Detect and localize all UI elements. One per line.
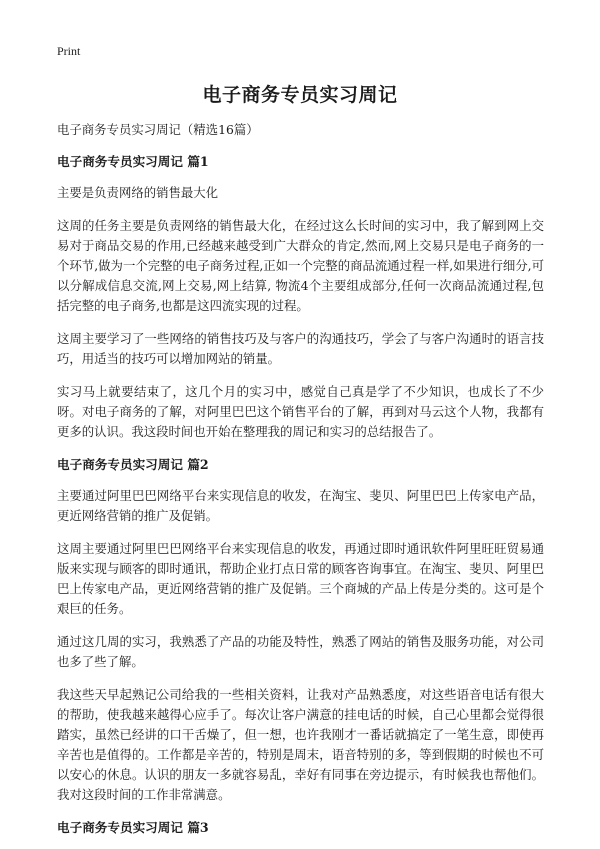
print-link[interactable]: Print bbox=[57, 44, 81, 58]
paragraph: 这周主要学习了一些网络的销售技巧及与客户的沟通技巧，学会了与客户沟通时的语言技巧，用适当的技巧可以增加网站的销量。 bbox=[57, 331, 544, 366]
paragraph: 这周主要通过阿里巴巴网络平台来实现信息的收发，再通过即时通讯软件阿里旺旺贸易通版来实现与顾客的即时通讯，帮助企业打点日常的顾客咨询事宜。在淘宝、斐贝、阿里巴巴上传家电产品，更近网络营销的推广及促销。三个商城的产品上传是分类的。这可是个艰巨的任务。 bbox=[57, 541, 544, 616]
section-heading: 电子商务专员实习周记 篇1 bbox=[57, 154, 209, 169]
paragraph: 主要是负责网络的销售最大化 bbox=[57, 185, 219, 200]
paragraph: 实习马上就要结束了，这几个月的实习中，感觉自己真是学了不少知识，也成长了不少呀。对电子商务的了解，对阿里巴巴这个销售平台的了解，再到对马云这个人物，我都有更多的认识。我这段时间也开始在整理我的周记和实习的总结报告了。 bbox=[57, 384, 544, 439]
paragraph: 通过这几周的实习，我熟悉了产品的功能及特性，熟悉了网站的销售及服务功能，对公司也多了些了解。 bbox=[57, 634, 544, 669]
section-heading: 电子商务专员实习周记 篇2 bbox=[57, 457, 209, 472]
paragraph: 我这些天早起熟记公司给我的一些相关资料，让我对产品熟悉度，对这些语音电话有很大的帮助，使我越来越得心应手了。每次让客户满意的挂电话的时候，自己心里都会觉得很踏实，虽然已经讲的口干舌燥了，但一想，也许我刚才一番话就搞定了一笔生意，即使再辛苦也是值得的。工作都是辛苦的，特别是周末，语音特别的多，等到假期的时候也不可以安心的休息。认识的朋友一多就容易乱，幸好有同事在旁边提示，有时候我也帮他们。我对这段时间的工作非常满意。 bbox=[57, 687, 544, 802]
paragraph: 主要通过阿里巴巴网络平台来实现信息的收发，在淘宝、斐贝、阿里巴巴上传家电产品，更近网络营销的推广及促销。 bbox=[57, 488, 544, 523]
article-subtitle: 电子商务专员实习周记（精选16篇） bbox=[57, 122, 259, 137]
page-title: 电子商务专员实习周记 bbox=[202, 84, 398, 106]
section-heading: 电子商务专员实习周记 篇3 bbox=[57, 820, 209, 835]
article-body bbox=[57, 120, 544, 849]
paragraph: 这周的任务主要是负责网络的销售最大化，在经过这么长时间的实习中，我了解到网上交易对于商品交易的作用,已经越来越受到广大群众的肯定,然而,网上交易只是电子商务的一个环节,做为一个完整的电子商务过程,正如一个完整的商品流通过程一样,如果进行细分,可以分解成信息交流,网上交易,网上结算, 物流4个主要组成部分,任何一次商品流通过程,包括完整的电子商务,也都是这四流实现的过程。 bbox=[57, 218, 544, 313]
